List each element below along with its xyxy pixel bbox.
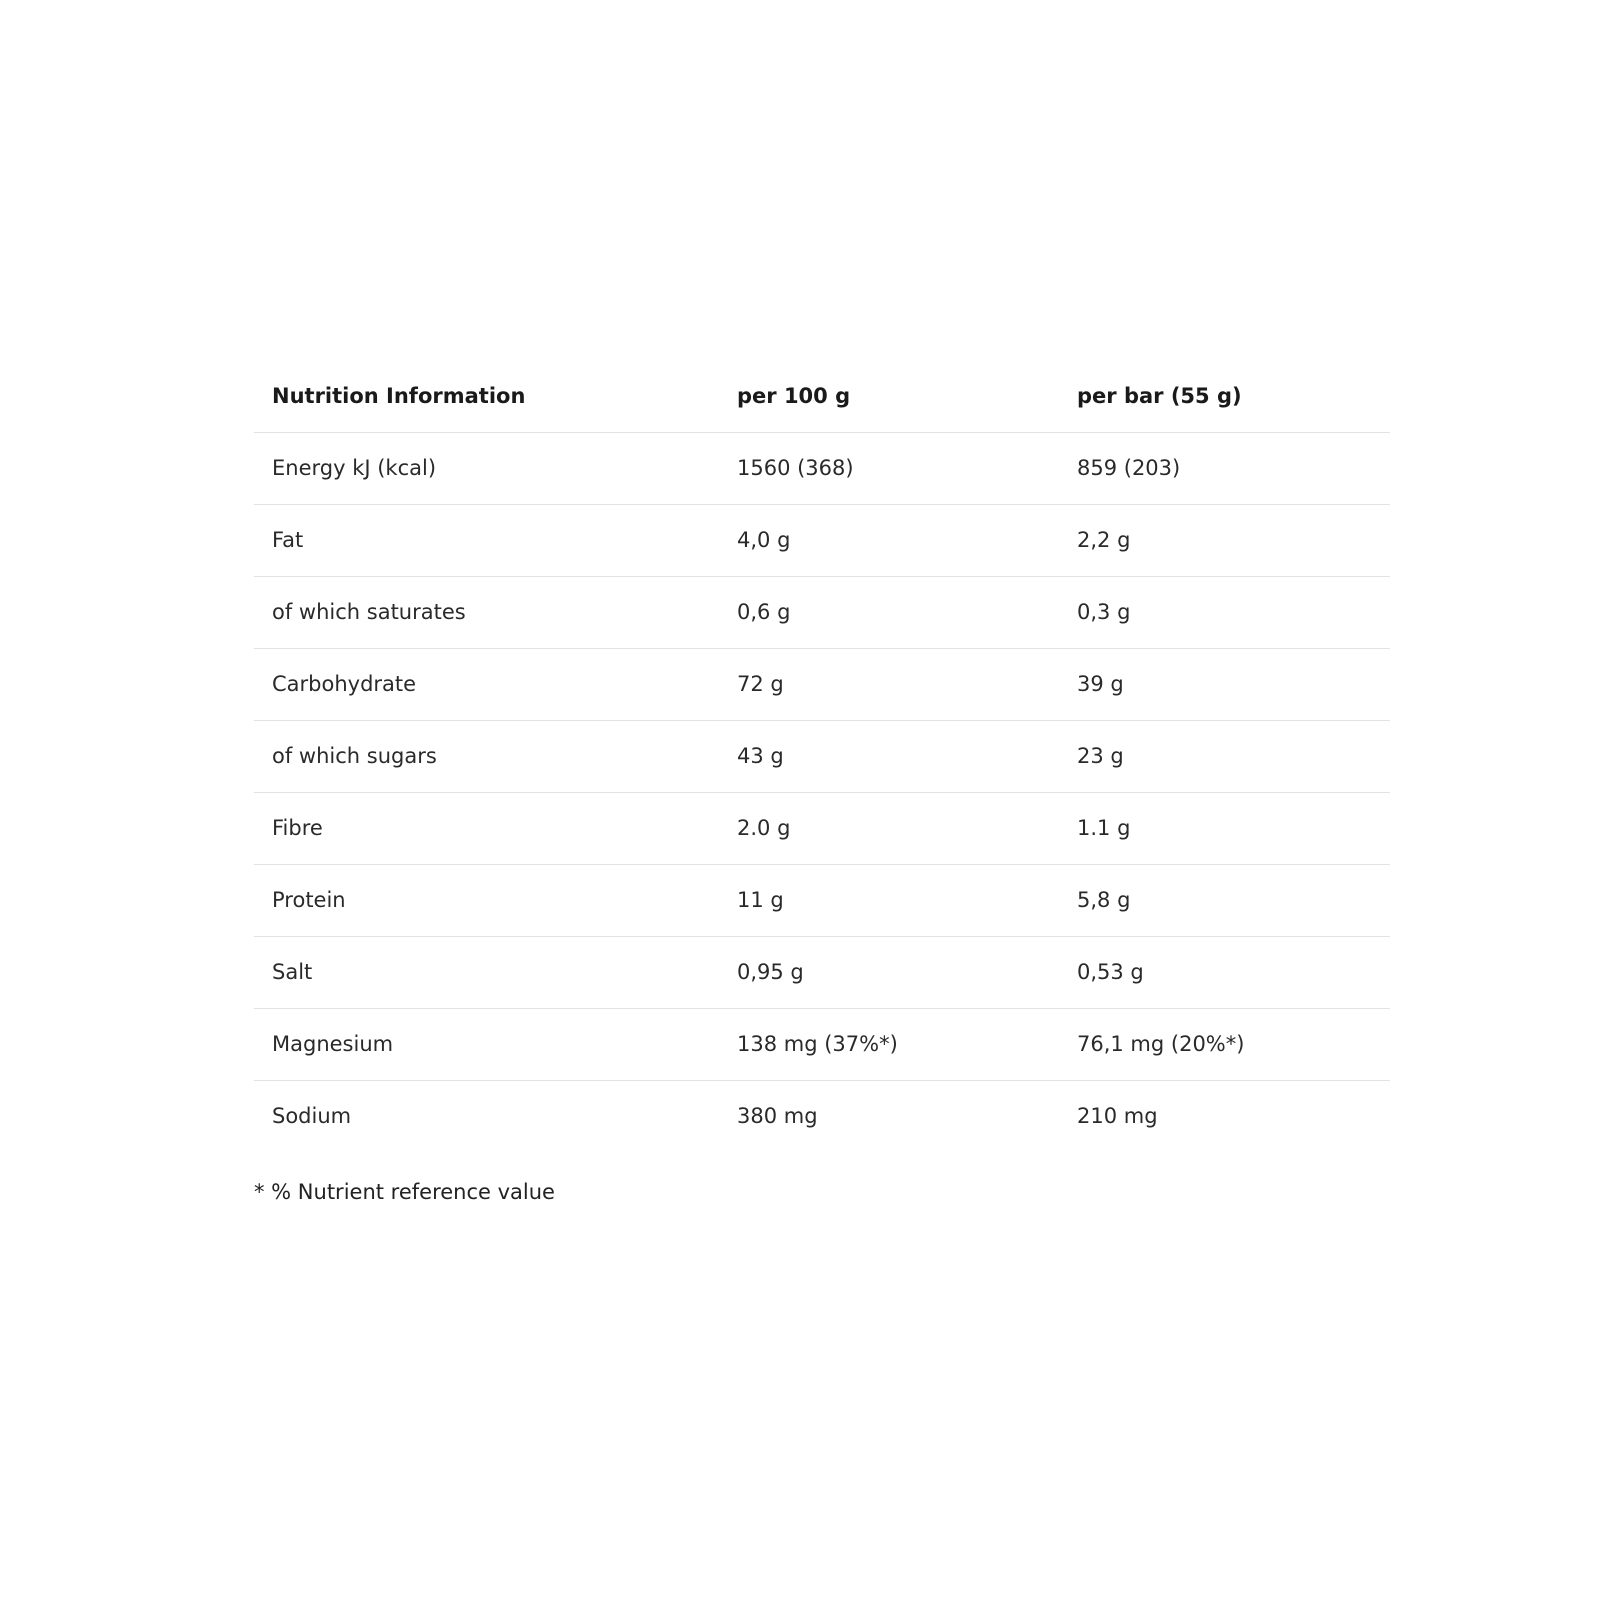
value-per-100g: 0,6 g [719,576,1059,648]
value-per-100g: 72 g [719,648,1059,720]
table-row [254,864,1390,936]
table-row [254,720,1390,792]
nutrient-name: Fibre [254,792,719,864]
value-per-bar: 76,1 mg (20%*) [1059,1008,1390,1080]
value-per-bar: 1.1 g [1059,792,1390,864]
nutrient-name: of which sugars [254,720,719,792]
table-row [254,432,1390,504]
table-row [254,648,1390,720]
value-per-bar: 2,2 g [1059,504,1390,576]
value-per-100g: 4,0 g [719,504,1059,576]
value-per-bar: 39 g [1059,648,1390,720]
value-per-bar: 210 mg [1077,1104,1158,1129]
value-per-bar: 0,3 g [1059,576,1390,648]
value-per-100g: 11 g [719,864,1059,936]
value-per-100g: 0,95 g [719,936,1059,1008]
value-per-bar: 859 (203) [1059,432,1390,504]
nutrition-table [254,360,1390,1152]
nutrient-name: of which saturates [254,576,719,648]
nutrient-name: Energy kJ (kcal) [254,432,719,504]
table-row [254,1008,1390,1080]
value-per-100g: 1560 (368) [719,432,1059,504]
footnote: * % Nutrient reference value [254,1180,555,1204]
value-per-100g: 43 g [719,720,1059,792]
value-per-bar: 5,8 g [1059,864,1390,936]
value-per-100g: 380 mg [737,1104,818,1129]
nutrition-panel [254,360,1390,1204]
header-per-bar: per bar (55 g) [1059,360,1390,432]
header-per-100g: per 100 g [719,360,1059,432]
table-row [254,504,1390,576]
table-header-row [254,360,1390,432]
nutrient-name: Carbohydrate [254,648,719,720]
nutrient-name: Sodium [272,1104,352,1129]
table-row [254,1080,1390,1152]
nutrient-name: Magnesium [254,1008,719,1080]
header-nutrient: Nutrition Information [254,360,719,432]
nutrient-name: Protein [254,864,719,936]
value-per-bar: 23 g [1059,720,1390,792]
nutrient-name: Salt [254,936,719,1008]
table-row [254,936,1390,1008]
table-row [254,792,1390,864]
value-per-bar: 0,53 g [1059,936,1390,1008]
value-per-100g: 138 mg (37%*) [719,1008,1059,1080]
value-per-100g: 2.0 g [719,792,1059,864]
table-row [254,576,1390,648]
nutrient-name: Fat [254,504,719,576]
